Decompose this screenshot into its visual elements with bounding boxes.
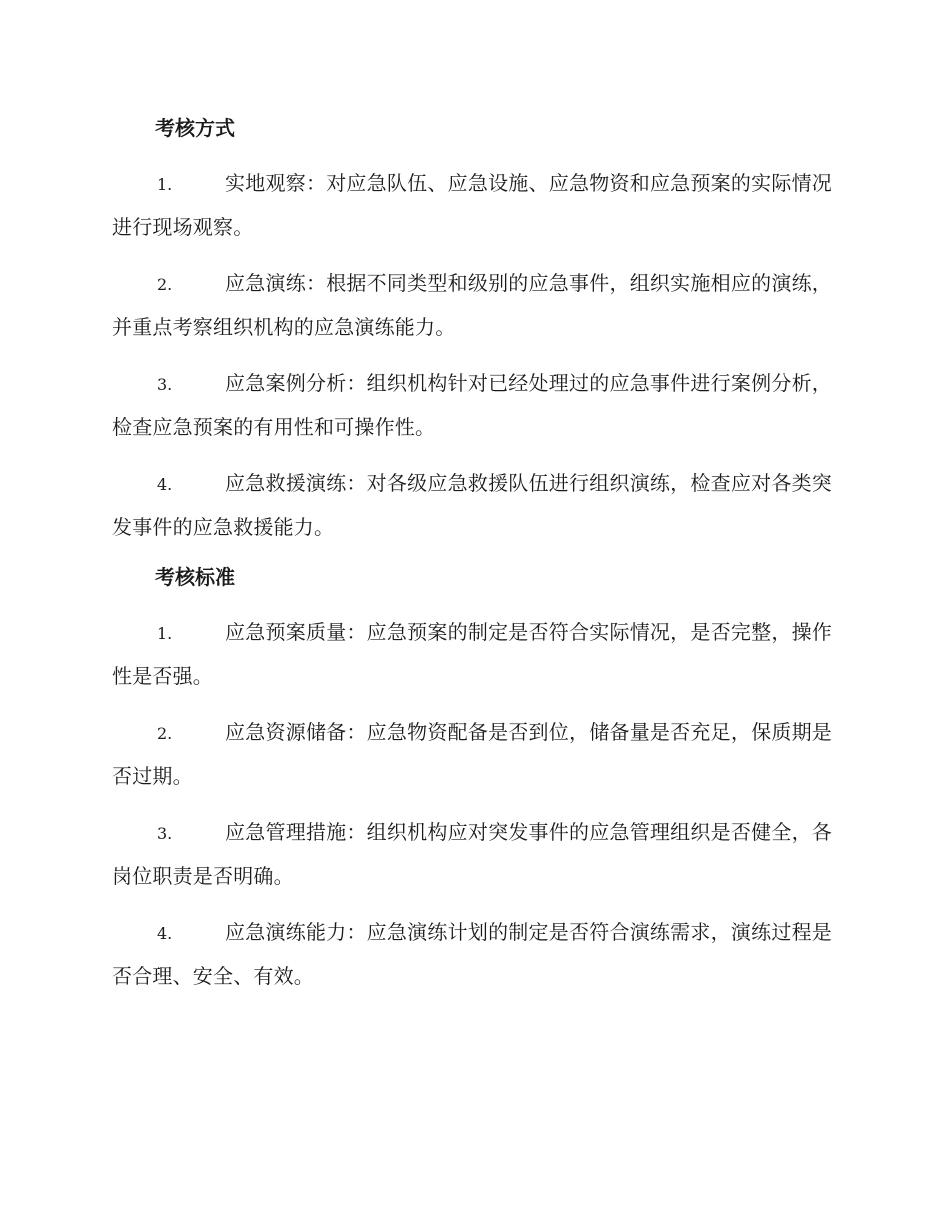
list-item (112, 262, 832, 349)
list-item-number: 1. (157, 175, 173, 194)
list-item (112, 911, 832, 998)
list-item-text: 应急预案质量：应急预案的制定是否符合实际情况，是否完整，操作性是否强。 (112, 620, 832, 688)
list-item (112, 711, 832, 798)
list-item-number: 4. (157, 924, 173, 943)
list-item-text: 应急资源储备：应急物资配备是否到位，储备量是否充足，保质期是否过期。 (112, 720, 832, 788)
list-item-number: 2. (157, 724, 173, 743)
list-item-text: 应急案例分析：组织机构针对已经处理过的应急事件进行案例分析，检查应急预案的有用性和可操作性。 (112, 371, 832, 439)
list-item-number: 3. (157, 824, 173, 843)
list-item-number: 4. (157, 475, 173, 494)
list-item (112, 362, 832, 449)
list-item-number: 1. (157, 624, 173, 643)
list-item-text: 实地观察：对应急队伍、应急设施、应急物资和应急预案的实际情况进行现场观察。 (112, 171, 832, 239)
section-heading-assessment-methods: 考核方式 (155, 116, 235, 140)
list-item (112, 611, 832, 698)
list-item (112, 462, 832, 549)
list-item-number: 2. (157, 275, 173, 294)
section-heading-assessment-standards: 考核标准 (155, 565, 235, 589)
list-item-text: 应急救援演练：对各级应急救援队伍进行组织演练，检查应对各类突发事件的应急救援能力。 (112, 471, 832, 539)
list-item-text: 应急管理措施：组织机构应对突发事件的应急管理组织是否健全，各岗位职责是否明确。 (112, 820, 832, 888)
list-item (112, 811, 832, 898)
list-item-number: 3. (157, 375, 173, 394)
list-item-text: 应急演练能力：应急演练计划的制定是否符合演练需求，演练过程是否合理、安全、有效。 (112, 920, 832, 988)
list-item (112, 162, 832, 249)
list-item-text: 应急演练：根据不同类型和级别的应急事件，组织实施相应的演练，并重点考察组织机构的应急演练能力。 (112, 271, 832, 339)
